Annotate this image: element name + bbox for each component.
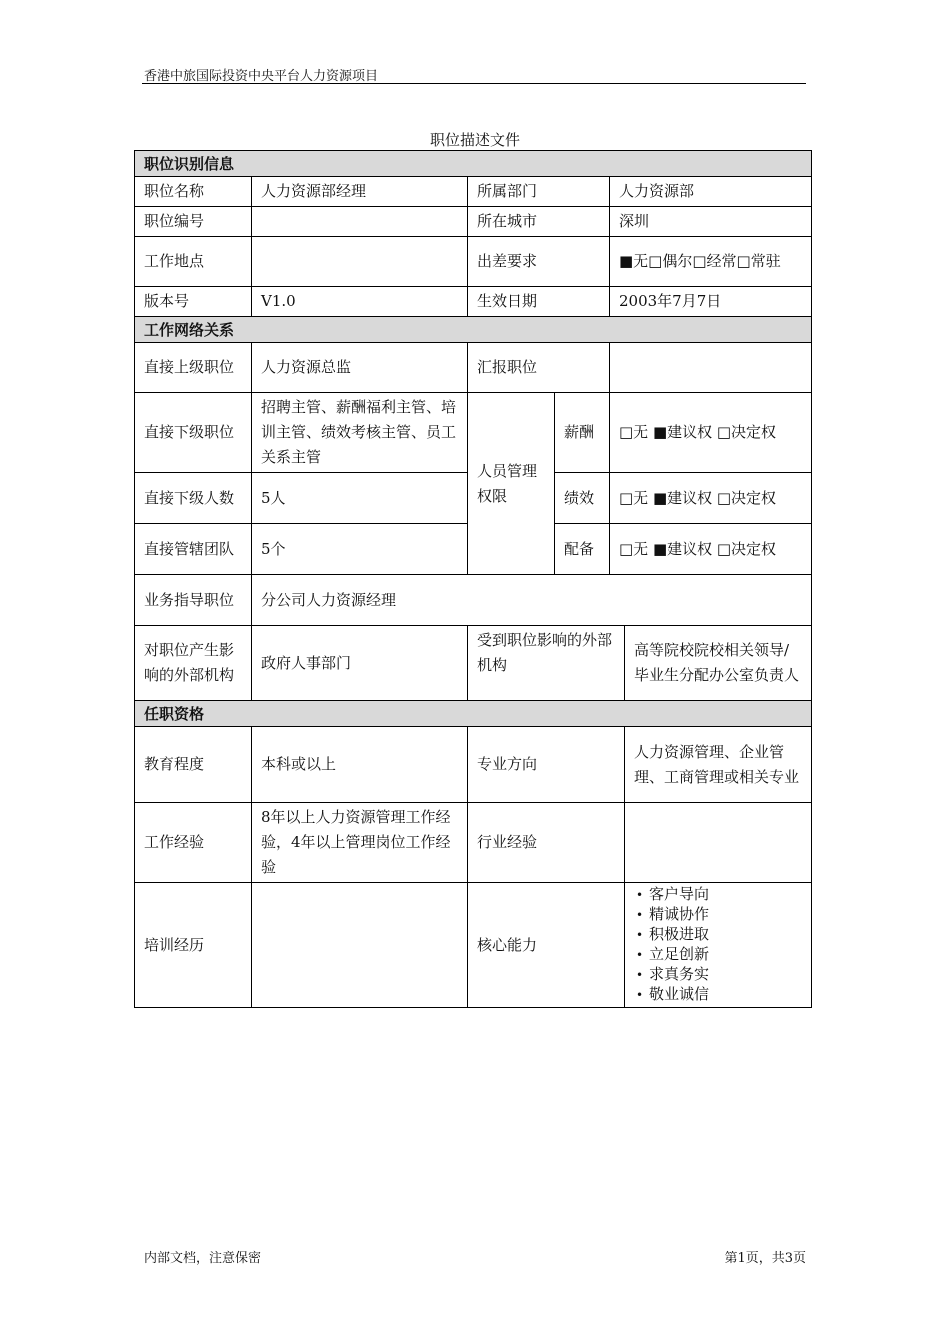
- document-title: 职位描述文件: [429, 131, 520, 149]
- label-subordinate-count: 直接下级人数: [135, 473, 252, 524]
- value-job-name: 人力资源部经理: [252, 177, 468, 207]
- value-industry-experience: [625, 803, 812, 883]
- label-travel: 出差要求: [468, 237, 610, 287]
- footer-confidential: 内部文档，注意保密: [144, 1251, 262, 1266]
- header-org: 香港中旅国际投资中央平台人力资源项目: [144, 69, 379, 84]
- competency-item: • 积极进取: [636, 925, 802, 945]
- value-staffing-authority: □无 ■建议权 □决定权: [610, 524, 812, 575]
- value-report: [610, 343, 812, 393]
- value-work-experience: 8年以上人力资源管理工作经验，4年以上管理岗位工作经验: [252, 803, 468, 883]
- value-subordinate-count: 5人: [252, 473, 468, 524]
- section-network: 工作网络关系: [135, 317, 812, 343]
- label-industry-experience: 行业经验: [468, 803, 625, 883]
- label-management-authority: 人员管理权限: [468, 393, 555, 575]
- label-staffing: 配备: [555, 524, 610, 575]
- value-performance-authority: □无 ■建议权 □决定权: [610, 473, 812, 524]
- value-superior: 人力资源总监: [252, 343, 468, 393]
- label-job-name: 职位名称: [135, 177, 252, 207]
- value-external-influencer: 政府人事部门: [252, 626, 468, 701]
- section-qualification: 任职资格: [135, 701, 812, 727]
- value-work-location: [252, 237, 468, 287]
- value-business-guidance: 分公司人力资源经理: [252, 575, 812, 626]
- label-salary: 薪酬: [555, 393, 610, 473]
- competency-list: [634, 885, 802, 1005]
- label-teams: 直接管辖团队: [135, 524, 252, 575]
- value-subordinates: 招聘主管、薪酬福利主管、培训主管、绩效考核主管、员工关系主管: [252, 393, 468, 473]
- competency-item: • 求真务实: [636, 965, 802, 985]
- value-department: 人力资源部: [610, 177, 812, 207]
- value-external-affected: 高等院校院校相关领导/毕业生分配办公室负责人: [625, 626, 812, 701]
- label-education: 教育程度: [135, 727, 252, 803]
- competency-item: • 客户导向: [636, 885, 802, 905]
- section-identification: 职位识别信息: [135, 151, 812, 177]
- value-core-competencies: [625, 883, 812, 1008]
- value-training: [252, 883, 468, 1008]
- value-city: 深圳: [610, 207, 812, 237]
- value-effective-date: 2003年7月7日: [610, 287, 812, 317]
- label-city: 所在城市: [468, 207, 610, 237]
- value-major: 人力资源管理、企业管理、工商管理或相关专业: [625, 727, 812, 803]
- label-effective-date: 生效日期: [468, 287, 610, 317]
- job-description-table: [134, 150, 812, 1008]
- label-core-competency: 核心能力: [468, 883, 625, 1008]
- competency-item: • 敬业诚信: [636, 985, 802, 1005]
- label-external-influencer: 对职位产生影响的外部机构: [135, 626, 252, 701]
- label-department: 所属部门: [468, 177, 610, 207]
- value-salary-authority: □无 ■建议权 □决定权: [610, 393, 812, 473]
- label-work-experience: 工作经验: [135, 803, 252, 883]
- value-version: V1.0: [252, 287, 468, 317]
- label-training: 培训经历: [135, 883, 252, 1008]
- label-subordinates: 直接下级职位: [135, 393, 252, 473]
- header-divider: [142, 83, 806, 84]
- label-performance: 绩效: [555, 473, 610, 524]
- label-version: 版本号: [135, 287, 252, 317]
- value-education: 本科或以上: [252, 727, 468, 803]
- value-job-code: [252, 207, 468, 237]
- label-job-code: 职位编号: [135, 207, 252, 237]
- label-superior: 直接上级职位: [135, 343, 252, 393]
- value-travel: ■无□偶尔□经常□常驻: [610, 237, 812, 287]
- label-report: 汇报职位: [468, 343, 610, 393]
- label-external-affected: 受到职位影响的外部机构: [468, 626, 625, 701]
- label-business-guidance: 业务指导职位: [135, 575, 252, 626]
- value-teams: 5个: [252, 524, 468, 575]
- competency-item: • 立足创新: [636, 945, 802, 965]
- footer-page-number: 第1页，共3页: [724, 1251, 806, 1266]
- label-work-location: 工作地点: [135, 237, 252, 287]
- competency-item: • 精诚协作: [636, 905, 802, 925]
- label-major: 专业方向: [468, 727, 625, 803]
